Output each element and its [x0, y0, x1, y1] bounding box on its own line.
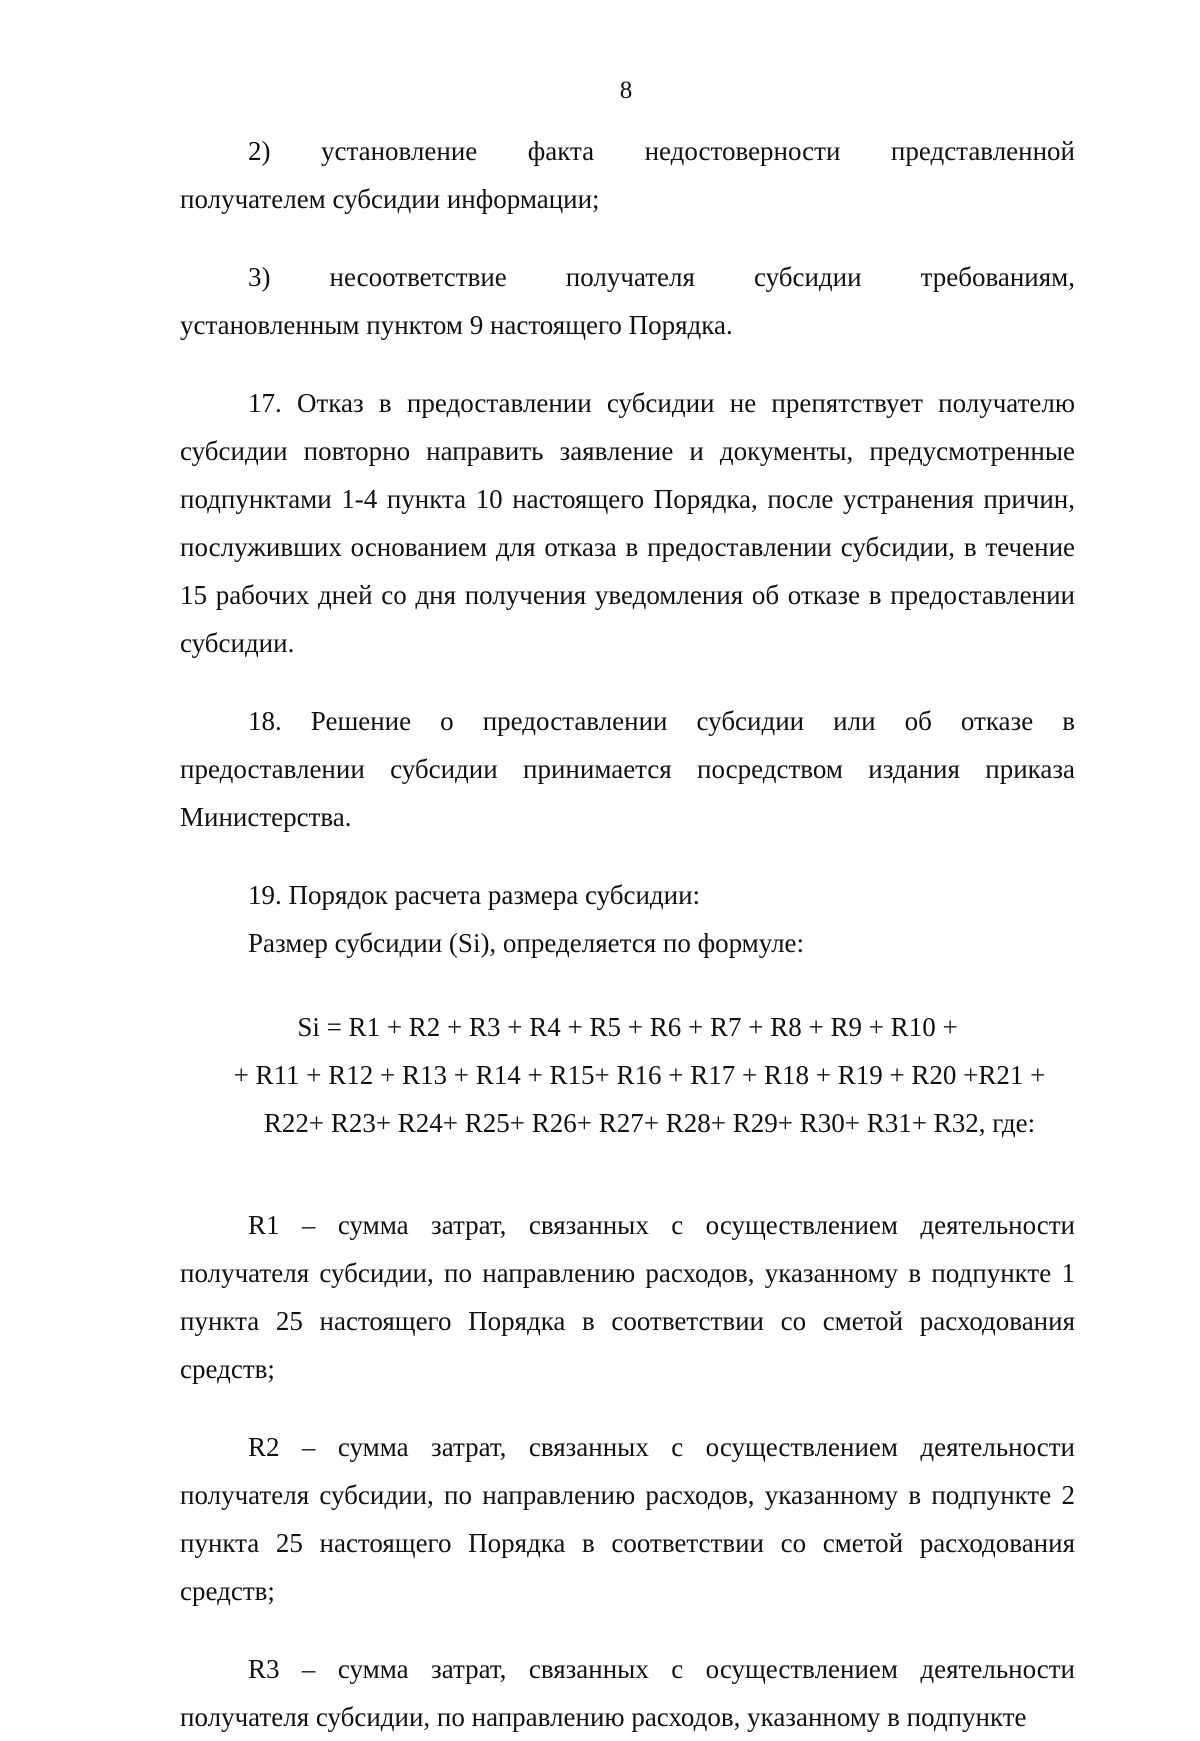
list-item-3-continuation: установленным пунктом 9 настоящего Порядка. — [180, 310, 733, 340]
spacer — [180, 667, 1075, 697]
paragraph-19-intro: Размер субсидии (Si), определяется по формуле: — [248, 928, 805, 958]
list-item-2: 2) установление факта недостоверности представленной — [248, 136, 1075, 166]
definition-r3: R3 – сумма затрат, связанных с осуществлением деятельности получателя субсидии, по направлению расходов, указанному в подпункте — [180, 1654, 1075, 1732]
formula-line-2: + R11 + R12 + R13 + R14 + R15+ R16 + R17 + R18 + R19 + R20 +R21 + — [233, 1060, 1046, 1090]
spacer — [180, 223, 1075, 253]
page-number: 8 — [619, 77, 633, 104]
spacer — [180, 1393, 1075, 1423]
formula-line-3: R22+ R23+ R24+ R25+ R26+ R27+ R28+ R29+ R30+ R31+ R32, где: — [263, 1108, 1036, 1138]
paragraph-18: 18. Решение о предоставлении субсидии или об отказе в предоставлении субсидии принимается посредством издания приказа Министерства. — [180, 706, 1075, 832]
document-body — [180, 127, 1075, 1741]
list-item-2-continuation: получателем субсидии информации; — [180, 184, 600, 214]
list-item-3: 3) несоответствие получателя субсидии требованиям, — [248, 262, 1075, 292]
spacer — [180, 841, 1075, 871]
paragraph-17: 17. Отказ в предоставлении субсидии не препятствует получателю субсидии повторно направить заявление и документы, предусмотренные подпунктами 1-4 пункта 10 настоящего Порядка, после устранения причин, послуживших основанием для отказа в предоставлении субсидии, в течение 15 рабочих дней со дня получения уведомления об отказе в предоставлении субсидии. — [180, 388, 1075, 658]
spacer — [180, 1615, 1075, 1645]
paragraph-19-title: 19. Порядок расчета размера субсидии: — [248, 880, 701, 910]
definition-r2: R2 – сумма затрат, связанных с осуществлением деятельности получателя субсидии, по направлению расходов, указанному в подпункте 2 пункта 25 настоящего Порядка в соответствии со сметой расходования средств; — [180, 1432, 1075, 1606]
subsidy-formula — [180, 1003, 1075, 1147]
spacer — [180, 349, 1075, 379]
formula-line-1: Si = R1 + R2 + R3 + R4 + R5 + R6 + R7 + R8 + R9 + R10 + — [297, 1012, 958, 1042]
definition-r1: R1 – сумма затрат, связанных с осуществлением деятельности получателя субсидии, по направлению расходов, указанному в подпункте 1 пункта 25 настоящего Порядка в соответствии со сметой расходования средств; — [180, 1210, 1075, 1384]
